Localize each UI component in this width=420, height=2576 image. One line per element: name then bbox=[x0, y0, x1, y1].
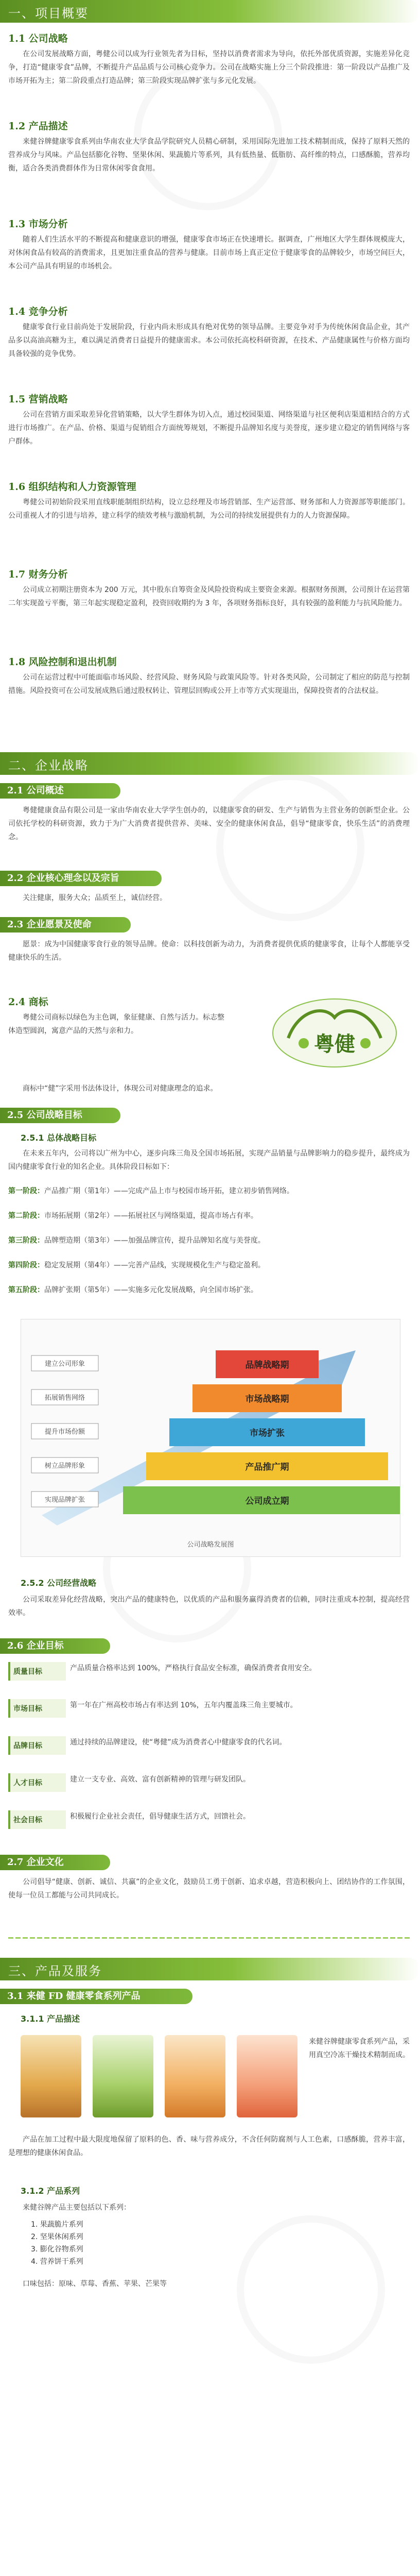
list-item: 2. 坚果休闲系列 bbox=[31, 2233, 83, 2241]
paragraph: 公司采取差异化经营战略，突出产品的健康特色，以优质的产品和服务赢得消费者的信赖，同时注重成本控制，提高经营效率。 bbox=[8, 1596, 410, 1617]
list-item: 1. 果蔬脆片系列 bbox=[31, 2221, 83, 2229]
logo-text: 粤健 bbox=[314, 1032, 355, 1056]
subsection-pill: 2.5 公司战略目标 bbox=[0, 1108, 120, 1123]
goal-label: 品牌目标 bbox=[8, 1736, 66, 1755]
heading: 1.3 市场分析 bbox=[8, 218, 68, 230]
paragraph: 公司倡导“健康、创新、诚信、共赢”的企业文化，鼓励员工勇于创新、追求卓越，营造积极向上、团结协作的工作氛围，使每一位员工都能与公司共同成长。 bbox=[8, 1878, 410, 1900]
phase-item: 第四阶段：稳定发展期（第4年）——完善产品线，实现规模化生产与稳定盈利。 bbox=[8, 1261, 265, 1269]
subsection-pill: 2.3 企业愿景及使命 bbox=[0, 917, 131, 933]
section-banner bbox=[0, 752, 420, 775]
goal-text: 积极履行企业社会责任，倡导健康生活方式，回馈社会。 bbox=[70, 1812, 250, 1821]
phase-item: 第三阶段：品牌塑造期（第3年）——加强品牌宣传，提升品牌知名度与美誉度。 bbox=[8, 1236, 265, 1245]
goal-label: 社会目标 bbox=[8, 1810, 66, 1829]
goal-text: 建立一支专业、高效、富有创新精神的管理与研发团队。 bbox=[70, 1775, 250, 1784]
heading: 1.4 竞争分析 bbox=[8, 306, 68, 317]
paragraph: 来健谷牌产品主要包括以下系列： bbox=[23, 2204, 131, 2212]
subsection-pill: 3.1 来健 FD 健康零食系列产品 bbox=[0, 1989, 192, 2004]
section-banner bbox=[0, 1958, 420, 1980]
paragraph: 口味包括：原味、草莓、香蕉、苹果、芒果等 bbox=[23, 2280, 167, 2288]
pyramid-note: 建立公司形象 bbox=[44, 1360, 85, 1368]
paragraph: 在未来五年内，公司将以广州为中心，逐步向珠三角及全国市场拓展，实现产品销量与品牌影响力的稳步提升，最终成为国内健康零食行业的知名企业。具体阶段目标如下： bbox=[8, 1149, 410, 1171]
pyramid-label: 市场战略期 bbox=[245, 1394, 289, 1404]
subheading: 3.1.1 产品描述 bbox=[21, 2014, 80, 2024]
pyramid-note: 提升市场份额 bbox=[44, 1428, 85, 1436]
paragraph: 粤健健康食品有限公司是一家由华南农业大学学生创办的，以健康零食的研发、生产与销售为主营业务的创新型企业。公司依托学校的科研资源，致力于为广大消费者提供营养、美味、安全的健康休闲食品，倡导“健康零食，快乐生活”的消费理念。 bbox=[8, 806, 410, 841]
product-image bbox=[21, 2035, 81, 2117]
divider bbox=[8, 1937, 410, 1939]
section-banner bbox=[0, 0, 420, 23]
pyramid-note: 实现品牌扩张 bbox=[44, 1496, 85, 1504]
product-side-text: 来健谷牌健康零食系列产品，采用真空冷冻干燥技术精制而成。 bbox=[309, 2038, 410, 2059]
goal-text: 产品质量合格率达到 100%，严格执行食品安全标准，确保消费者食用安全。 bbox=[70, 1664, 317, 1672]
pyramid-note: 拓展销售网络 bbox=[44, 1394, 85, 1402]
heading: 2.4 商标 bbox=[8, 996, 48, 1008]
goal-text: 第一年在广州高校市场占有率达到 10%，五年内覆盖珠三角主要城市。 bbox=[70, 1701, 297, 1709]
phase-item: 第一阶段：产品推广期（第1年）——完成产品上市与校园市场开拓，建立初步销售网络。 bbox=[8, 1187, 294, 1195]
phase-item: 第五阶段：品牌扩张期（第5年）——实施多元化发展战略，向全国市场扩张。 bbox=[8, 1286, 258, 1294]
subheading: 2.5.2 公司经营战略 bbox=[21, 1578, 97, 1588]
paragraph: 产品在加工过程中最大限度地保留了原料的色、香、味与营养成分，不含任何防腐剂与人工色素，口感酥脆，营养丰富，是理想的健康休闲食品。 bbox=[8, 2136, 410, 2157]
pyramid-label: 公司成立期 bbox=[245, 1496, 289, 1506]
pyramid-note: 树立品牌形象 bbox=[44, 1462, 85, 1470]
heading: 1.6 组织结构和人力资源管理 bbox=[8, 481, 136, 493]
paragraph: 来健谷牌健康零食系列由华南农业大学食品学院研究人员精心研制，采用国际先进加工技术精制而成，保持了原料天然的营养成分与风味。产品包括膨化谷物、坚果休闲、果蔬脆片等系列，具有低热量、低脂肪、高纤维的特点，口感酥脆，营养均衡，适合各类消费群体作为日常休闲零食食用。 bbox=[8, 138, 410, 173]
paragraph: 公司在营销方面采取差异化营销策略，以大学生群体为切入点，通过校园渠道、网络渠道与社区便利店渠道相结合的方式进行市场推广。在产品、价格、渠道与促销组合方面统筹规划，不断提升品牌知名度与美誉度，逐步建立稳定的销售网络与客户群体。 bbox=[8, 411, 410, 446]
heading: 1.8 风险控制和退出机制 bbox=[8, 656, 117, 668]
subsection-pill: 2.1 公司概述 bbox=[0, 783, 120, 799]
paragraph: 公司成立初期注册资本为 200 万元，其中股东自筹资金及风险投资构成主要资金来源。根据财务预测，公司预计在运营第二年实现盈亏平衡，第三年起实现稳定盈利，投资回收期约为 3 年，各项财务指标良好，具有较强的盈利能力与抗风险能力。 bbox=[8, 586, 410, 607]
paragraph: 公司在运营过程中可能面临市场风险、经营风险、财务风险与政策风险等。针对各类风险，公司制定了相应的防范与控制措施。风险投资可在公司发展成熟后通过股权转让、管理层回购或公开上市等方式实现退出，保障投资者的合法权益。 bbox=[8, 673, 410, 695]
product-image bbox=[93, 2035, 153, 2117]
paragraph: 健康零食行业目前尚处于发展阶段，行业内尚未形成具有绝对优势的领导品牌。主要竞争对手为传统休闲食品企业，其产品多以高油高糖为主，难以满足消费者日益提升的健康需求。本公司依托高校科研资源，在技术、产品健康属性与价格方面均具备较强的竞争优势。 bbox=[8, 323, 410, 358]
paragraph: 粤健公司商标以绿色为主色调，象征健康、自然与活力。标志整体造型圆润，寓意产品的天然与亲和力。 bbox=[8, 1013, 224, 1035]
goal-text: 通过持续的品牌建设，使“粤健”成为消费者心中健康零食的代名词。 bbox=[70, 1738, 287, 1747]
heading: 1.1 公司战略 bbox=[8, 33, 68, 44]
subsection-pill: 2.6 企业目标 bbox=[0, 1638, 110, 1654]
subheading: 3.1.2 产品系列 bbox=[21, 2186, 80, 2196]
list-item: 3. 膨化谷物系列 bbox=[31, 2245, 83, 2253]
goal-label: 质量目标 bbox=[8, 1662, 66, 1681]
paragraph: 粤健公司初始阶段采用直线职能制组织结构，设立总经理及市场营销部、生产运营部、财务部和人力资源部等职能部门。公司重视人才的引进与培养，建立科学的绩效考核与激励机制，为公司的持续发展提供有力的人力资源保障。 bbox=[8, 498, 410, 520]
product-image bbox=[237, 2035, 297, 2117]
heading: 1.2 产品描述 bbox=[8, 121, 68, 132]
product-series-list bbox=[31, 2218, 391, 2268]
heading: 1.7 财务分析 bbox=[8, 569, 68, 580]
subheading: 2.5.1 总体战略目标 bbox=[21, 1133, 97, 1143]
paragraph: 商标中“健”字采用书法体设计，体现公司对健康理念的追求。 bbox=[23, 1084, 218, 1093]
heading: 1.5 营销战略 bbox=[8, 394, 68, 405]
pyramid-label: 产品推广期 bbox=[245, 1462, 289, 1472]
goal-label: 人才目标 bbox=[8, 1773, 66, 1792]
paragraph: 关注健康，服务大众；品质至上，诚信经营。 bbox=[23, 894, 167, 902]
subsection-pill: 2.7 企业文化 bbox=[0, 1855, 110, 1870]
section-title: 二、企业战略 bbox=[8, 758, 89, 773]
paragraph: 随着人们生活水平的不断提高和健康意识的增强，健康零食市场正在快速增长。据调查，广州地区大学生群体规模庞大，对休闲食品有较高的消费需求，且更加注重食品的营养与健康。目前市场上真正定位于健康零食的品牌较少，市场空间巨大，本公司产品具有明显的市场机会。 bbox=[8, 235, 410, 270]
paragraph: 愿景：成为中国健康零食行业的领导品牌。使命：以科技创新为动力，为消费者提供优质的健康零食，让每个人都能享受健康快乐的生活。 bbox=[8, 940, 410, 962]
phase-item: 第二阶段：市场拓展期（第2年）——拓展社区与网络渠道，提高市场占有率。 bbox=[8, 1212, 258, 1220]
pyramid-label: 品牌战略期 bbox=[245, 1360, 289, 1370]
list-item: 4. 营养饼干系列 bbox=[31, 2258, 83, 2266]
brand-logo bbox=[268, 994, 401, 1072]
figure-caption: 公司战略发展图 bbox=[187, 1541, 234, 1549]
paragraph: 在公司发展战略方面，粤健公司以成为行业领先者为目标，坚持以消费者需求为导向，依托外部优质资源，实施差异化竞争，打造“健康零食”品牌，不断提升产品品质与公司核心竞争力。公司在战略实施上分三个阶段推进：第一阶段以产品推广及市场开拓为主；第二阶段重点打造品牌；第三阶段实现品牌扩张与多元化发展。 bbox=[8, 50, 410, 85]
subsection-pill: 2.2 企业核心理念以及宗旨 bbox=[0, 871, 162, 886]
strategy-diagram bbox=[21, 1319, 400, 1557]
product-image bbox=[165, 2035, 225, 2117]
pyramid-label: 市场扩张 bbox=[250, 1428, 285, 1438]
goal-label: 市场目标 bbox=[8, 1699, 66, 1718]
section-title: 三、产品及服务 bbox=[8, 1964, 102, 1978]
section-title: 一、项目概要 bbox=[8, 6, 89, 21]
pyramid-svg bbox=[21, 1319, 400, 1536]
